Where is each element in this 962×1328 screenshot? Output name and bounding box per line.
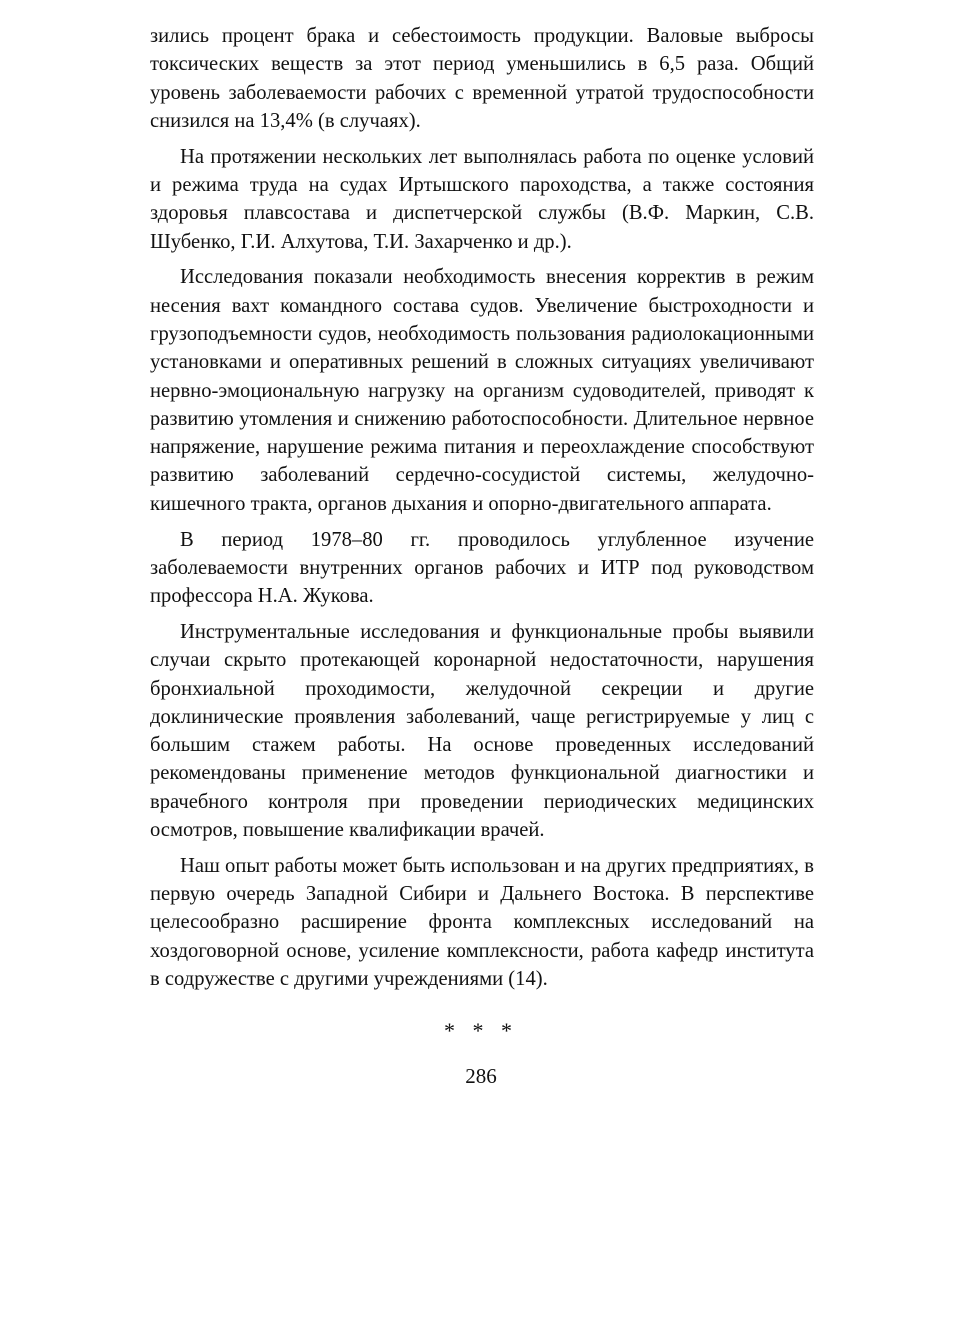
section-separator: * * *: [444, 1018, 518, 1043]
paragraph: зились процент брака и себестоимость продукции. Валовые выбросы токсических веществ за этот период уменьшились в 6,5 раза. Общий уровень заболеваемости рабочих с временной утратой трудоспособности снизился на 13,4% (в случаях).: [150, 25, 814, 132]
page-number: 286: [465, 1064, 497, 1088]
body-text: [150, 22, 814, 1001]
paragraph: Исследования показали необходимость внесения корректив в режим несения вахт командного состава судов. Увеличение быстроходности и грузоподъемности судов, необходимость пользования радиолокационными установками и оперативных решений в сложных ситуациях увеличивают нервно-эмоциональную нагрузку на организм судоводителей, приводят к развитию утомления и снижению работоспособности. Длительное нервное напряжение, нарушение режима питания и переохлаждение способствуют развитию заболеваний сердечно-сосудистой системы, желудочно-кишечного тракта, органов дыхания и опорно-двигательного аппарата.: [150, 266, 814, 515]
paragraph: На протяжении нескольких лет выполнялась работа по оценке условий и режима труда на судах Иртышского пароходства, а также состояния здоровья плавсостава и диспетчерской службы (В.Ф. Маркин, С.В. Шубенко, Г.И. Алхутова, Т.И. Захарченко и др.).: [150, 145, 814, 253]
paragraph: В период 1978–80 гг. проводилось углубленное изучение заболеваемости внутренних органов рабочих и ИТР под руководством профессора Н.А. Жукова.: [150, 528, 814, 608]
paragraph: Инструментальные исследования и функциональные пробы выявили случаи скрыто протекающей коронарной недостаточности, нарушения бронхиальной проходимости, желудочной секреции и другие доклинические проявления заболеваний, чаще регистрируемые у лиц с большим стажем работы. На основе проведенных исследований рекомендованы применение методов функциональной диагностики и врачебного контроля при проведении периодических медицинских осмотров, повышение квалификации врачей.: [150, 620, 814, 842]
paragraph: Наш опыт работы может быть использован и на других предприятиях, в первую очередь Западной Сибири и Дальнего Востока. В перспективе целесообразно расширение фронта комплексных исследований на хоздоговорной основе, усиление комплексности, работа кафедр института в содружестве с другими учреждениями (14).: [150, 854, 814, 990]
